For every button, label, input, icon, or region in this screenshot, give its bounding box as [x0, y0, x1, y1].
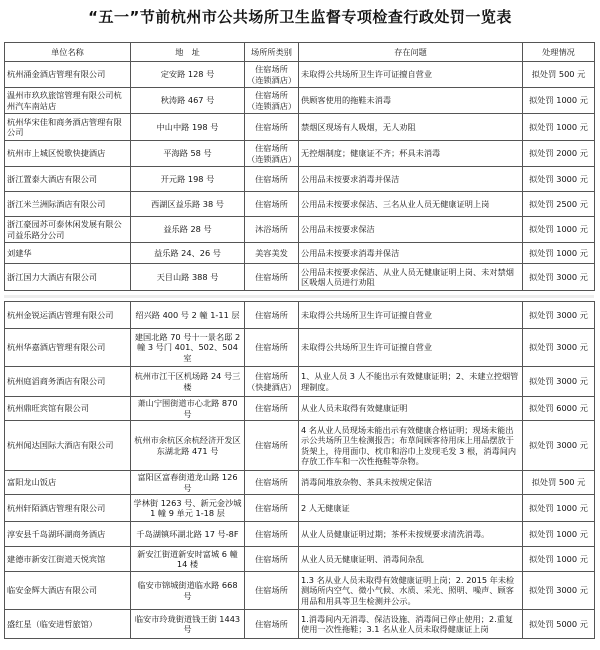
cell-penalty: 拟处罚 3000 元: [523, 421, 595, 471]
table-row: [5, 572, 595, 610]
cell-address: 秋涛路 467 号: [131, 88, 245, 114]
cell-issues: 供顾客使用的拖鞋未消毒: [299, 88, 523, 114]
cell-unit-name: 富阳龙山饭店: [5, 471, 131, 495]
table-row: [5, 367, 595, 397]
header-venue-type: 场所所类别: [245, 43, 299, 62]
cell-address: 西湖区益乐路 38 号: [131, 192, 245, 217]
cell-address: 平海路 58 号: [131, 141, 245, 167]
cell-venue-type: 住宿场所: [245, 192, 299, 217]
penalty-table-part2: [4, 301, 595, 639]
cell-issues: 未取得公共场所卫生许可证擅自营业: [299, 62, 523, 88]
cell-penalty: 拟处罚 1000 元: [523, 217, 595, 243]
cell-unit-name: 淳安县千岛湖环湖商务酒店: [5, 522, 131, 547]
cell-issues: 未取得公共场所卫生许可证擅自营业: [299, 329, 523, 367]
cell-venue-type: 住宿场所: [245, 547, 299, 572]
cell-venue-type: 住宿场所: [245, 397, 299, 421]
cell-address: 益乐路 24、26 号: [131, 243, 245, 264]
cell-penalty: 拟处罚 1000 元: [523, 522, 595, 547]
table-row: [5, 522, 595, 547]
cell-penalty: 拟处罚 3000 元: [523, 167, 595, 192]
cell-unit-name: 刘建华: [5, 243, 131, 264]
cell-penalty: 拟处罚 3000 元: [523, 367, 595, 397]
header-penalty: 处理情况: [523, 43, 595, 62]
cell-penalty: 拟处罚 500 元: [523, 471, 595, 495]
table-row: [5, 329, 595, 367]
cell-unit-name: 杭州市上城区悦歌快捷酒店: [5, 141, 131, 167]
table-row: [5, 471, 595, 495]
cell-unit-name: 临安金辉大酒店有限公司: [5, 572, 131, 610]
cell-address: 萧山宁围街道市心北路 870 号: [131, 397, 245, 421]
cell-penalty: 拟处罚 1000 元: [523, 495, 595, 522]
cell-venue-type: 美容美发: [245, 243, 299, 264]
cell-venue-type: 住宿场所: [245, 114, 299, 141]
cell-issues: 4 名从业人员现场未能出示有效健康合格证明；现场未能出示公共场所卫生检测报告；布草间顾客待用床上用品摆放于货架上，待用面巾、枕巾和浴巾上发现毛发 3 根，消毒间内存放工作车和一次性拖鞋等杂物。: [299, 421, 523, 471]
cell-unit-name: 浙江米兰洲际酒店有限公司: [5, 192, 131, 217]
table-row: [5, 114, 595, 141]
cell-unit-name: 杭州涌金酒店管理有限公司: [5, 62, 131, 88]
cell-address: 临安市玲珑街道钱王街 1443 号: [131, 610, 245, 639]
cell-issues: 公用品未按要求保洁、三名从业人员无健康证明上岗: [299, 192, 523, 217]
cell-unit-name: 杭州庭滔商务酒店有限公司: [5, 367, 131, 397]
cell-penalty: 拟处罚 1000 元: [523, 547, 595, 572]
cell-issues: 无控烟制度；健康证不齐；杯具未消毒: [299, 141, 523, 167]
table-row: [5, 421, 595, 471]
cell-address: 定安路 128 号: [131, 62, 245, 88]
table-body-part2: [5, 302, 595, 639]
cell-venue-type: 住宿场所: [245, 264, 299, 291]
cell-unit-name: 杭州华宋佳和商务酒店管理有限公司: [5, 114, 131, 141]
cell-unit-name: 温州市玖玖旅馆管理有限公司杭州汽车南站店: [5, 88, 131, 114]
table-row: [5, 167, 595, 192]
table-row: [5, 302, 595, 329]
cell-address: 益乐路 28 号: [131, 217, 245, 243]
table-body-part1: [5, 62, 595, 291]
cell-issues: 消毒间堆放杂物、茶具未按规定保洁: [299, 471, 523, 495]
cell-unit-name: 浙江国力大酒店有限公司: [5, 264, 131, 291]
table-row: [5, 141, 595, 167]
cell-venue-type: 住宿场所: [245, 421, 299, 471]
cell-address: 千岛湖镇环湖北路 17 号-8F: [131, 522, 245, 547]
cell-penalty: 拟处罚 3000 元: [523, 572, 595, 610]
cell-venue-type: 住宿场所 （连锁酒店）: [245, 88, 299, 114]
cell-venue-type: 住宿场所: [245, 167, 299, 192]
cell-venue-type: 住宿场所 （连锁酒店）: [245, 62, 299, 88]
cell-address: 富阳区富春街道龙山路 126 号: [131, 471, 245, 495]
table-row: [5, 88, 595, 114]
cell-issues: 1、从业人员 3 人不能出示有效健康证明；2、未建立控烟管理制度。: [299, 367, 523, 397]
table-separator: [4, 295, 594, 298]
cell-venue-type: 住宿场所: [245, 522, 299, 547]
header-unit-name: 单位名称: [5, 43, 131, 62]
header-address: 地 址: [131, 43, 245, 62]
cell-penalty: 拟处罚 5000 元: [523, 610, 595, 639]
cell-issues: 1.消毒间内无消毒、保洁设施、消毒间已停止使用；2.重复使用一次性拖鞋；3.1 名从业人员未取得健康证上岗: [299, 610, 523, 639]
table-row: [5, 397, 595, 421]
cell-issues: 禁烟区现场有人吸烟，无人劝阻: [299, 114, 523, 141]
cell-penalty: 拟处罚 3000 元: [523, 302, 595, 329]
cell-issues: 从业人员健康证明过期；茶杯未按规要求清洗消毒。: [299, 522, 523, 547]
cell-issues: 从业人员无健康证明、消毒间杂乱: [299, 547, 523, 572]
cell-venue-type: 住宿场所: [245, 572, 299, 610]
table-row: [5, 192, 595, 217]
cell-unit-name: 盛红星（临安进哲旅馆）: [5, 610, 131, 639]
cell-address: 开元路 198 号: [131, 167, 245, 192]
cell-issues: 公用品未按要求消毒并保洁: [299, 243, 523, 264]
cell-issues: 公用品未按要求消毒并保洁: [299, 167, 523, 192]
table-row: [5, 610, 595, 639]
table-row: [5, 547, 595, 572]
cell-issues: 从业人员未取得有效健康证明: [299, 397, 523, 421]
cell-unit-name: 建德市新安江街道天悦宾馆: [5, 547, 131, 572]
cell-venue-type: 住宿场所: [245, 471, 299, 495]
cell-unit-name: 杭州闻达国际大酒店有限公司: [5, 421, 131, 471]
cell-unit-name: 浙江置泰大酒店有限公司: [5, 167, 131, 192]
cell-address: 绍兴路 400 号 2 幢 1-11 层: [131, 302, 245, 329]
document-title: “五一”节前杭州市公共场所卫生监督专项检查行政处罚一览表: [88, 8, 512, 26]
table-header-row: [5, 43, 595, 62]
cell-issues: 未取得公共场所卫生许可证擅自营业: [299, 302, 523, 329]
cell-penalty: 拟处罚 6000 元: [523, 397, 595, 421]
header-issues: 存在问题: [299, 43, 523, 62]
cell-unit-name: 杭州华嘉酒店管理有限公司: [5, 329, 131, 367]
cell-issues: 1.3 名从业人员未取得有效健康证明上岗；2. 2015 年未检测场所内空气、微小气候、水质、采光、照明、噪声、顾客用品和用具等卫生检测并公示。: [299, 572, 523, 610]
cell-address: 学林街 1263 号、新元金沙城 1 幢 9 单元 1-18 层: [131, 495, 245, 522]
cell-address: 杭州市江干区机场路 24 号三楼: [131, 367, 245, 397]
cell-unit-name: 杭州金锐运酒店管理有限公司: [5, 302, 131, 329]
table-row: [5, 217, 595, 243]
cell-venue-type: 住宿场所 （连锁酒店）: [245, 141, 299, 167]
cell-issues: 公用品未按要求保洁、从业人员无健康证明上岗、未对禁烟区吸烟人员进行劝阻: [299, 264, 523, 291]
cell-venue-type: 住宿场所: [245, 495, 299, 522]
cell-address: 天目山路 388 号: [131, 264, 245, 291]
cell-penalty: 拟处罚 3000 元: [523, 264, 595, 291]
cell-unit-name: 杭州轩陌酒店管理有限公司: [5, 495, 131, 522]
table-row: [5, 62, 595, 88]
cell-address: 杭州市余杭区余杭经济开发区东湖北路 471 号: [131, 421, 245, 471]
cell-penalty: 拟处罚 500 元: [523, 62, 595, 88]
cell-venue-type: 住宿场所: [245, 302, 299, 329]
table-row: [5, 264, 595, 291]
cell-venue-type: 住宿场所: [245, 329, 299, 367]
cell-address: 新安江街道新安时富城 6 幢 14 楼: [131, 547, 245, 572]
cell-issues: 2 人无健康证: [299, 495, 523, 522]
cell-address: 建国北路 70 号十一景名邸 2 幢 3 号门 401、502、504 室: [131, 329, 245, 367]
cell-address: 临安市锦城街道临水路 668 号: [131, 572, 245, 610]
cell-penalty: 拟处罚 1000 元: [523, 114, 595, 141]
table-row: [5, 243, 595, 264]
cell-penalty: 拟处罚 3000 元: [523, 329, 595, 367]
penalty-table-part1: [4, 42, 595, 291]
cell-penalty: 拟处罚 1000 元: [523, 243, 595, 264]
cell-penalty: 拟处罚 2000 元: [523, 141, 595, 167]
table-row: [5, 495, 595, 522]
cell-venue-type: 住宿场所 （快捷酒店）: [245, 367, 299, 397]
cell-unit-name: 杭州鼎旺宾馆有限公司: [5, 397, 131, 421]
cell-venue-type: 住宿场所: [245, 610, 299, 639]
cell-address: 中山中路 198 号: [131, 114, 245, 141]
cell-penalty: 拟处罚 2500 元: [523, 192, 595, 217]
cell-venue-type: 沐浴场所: [245, 217, 299, 243]
cell-issues: 公用品未按要求保洁: [299, 217, 523, 243]
cell-penalty: 拟处罚 1000 元: [523, 88, 595, 114]
cell-unit-name: 浙江豪园苏可泰休闲发展有限公司益乐路分公司: [5, 217, 131, 243]
